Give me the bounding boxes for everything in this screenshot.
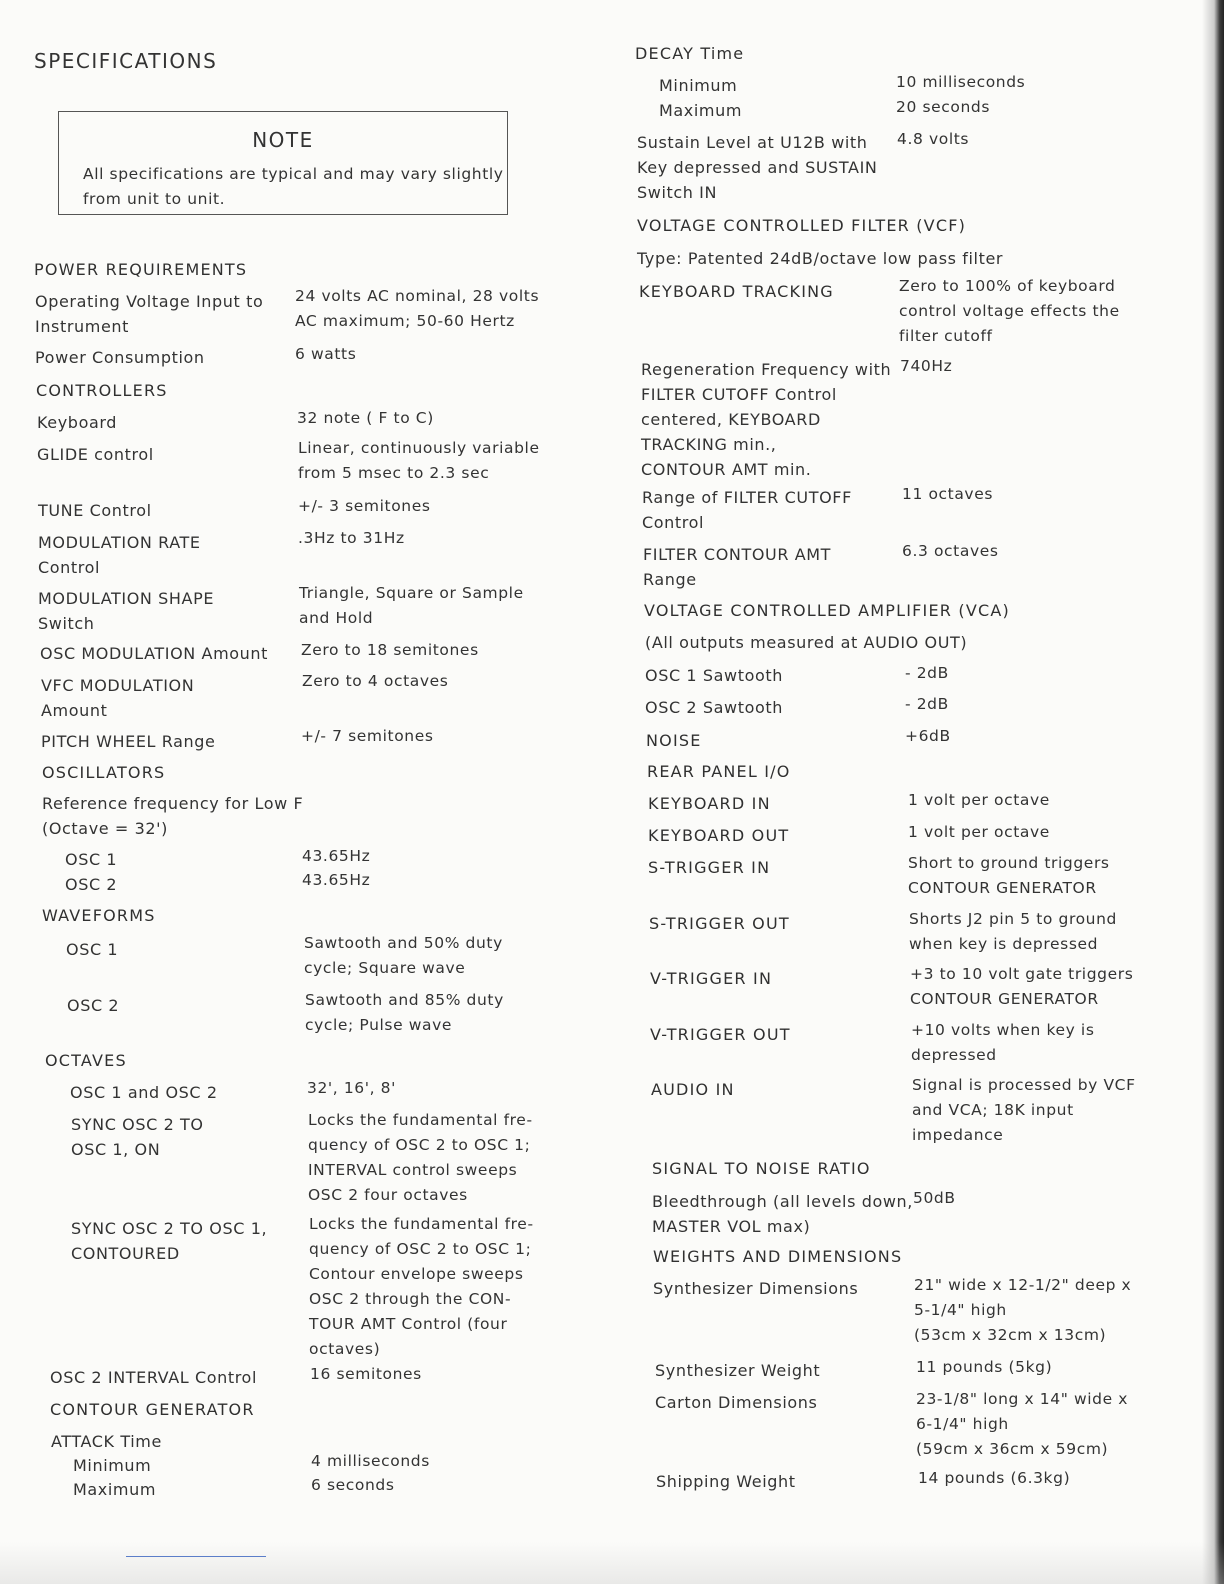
value-line: +3 to 10 volt gate triggers [910,965,1134,983]
spec-value: +/- 7 semitones [301,727,434,745]
spec-label: AUDIO IN [651,1080,735,1099]
label-line: Reference frequency for Low F [42,794,304,813]
spec-label: KEYBOARD IN [648,794,771,813]
note-text-line: All specifications are typical and may vary slightly [83,165,504,183]
spec-value: - 2dB [905,664,949,682]
value-line: 24 volts AC nominal, 28 volts [295,287,540,305]
label-line: Sustain Level at U12B with [637,133,868,152]
section-heading-contour: CONTOUR GENERATOR [50,1400,255,1419]
label-line: TRACKING min., [641,435,777,454]
right-column [620,0,1224,1584]
spec-label: OSC 1 Sawtooth [645,666,783,685]
value-line: OSC 2 four octaves [308,1186,468,1204]
spec-label [641,357,891,482]
spec-value [305,988,504,1038]
spec-label: OSC 1 [65,850,118,869]
section-heading-controllers: CONTROLLERS [36,381,168,400]
label-line: Control [642,513,705,532]
label-line: Key depressed and SUSTAIN [637,158,878,177]
spec-label [38,530,201,580]
spec-value [304,931,503,981]
spec-label: Carton Dimensions [655,1393,818,1412]
label-line: Instrument [35,317,130,336]
spec-label: OSC 1 [66,940,119,959]
spec-label: OSC 2 [67,996,120,1015]
value-line: Signal is processed by VCF [912,1076,1136,1094]
label-line: SYNC OSC 2 TO [71,1115,204,1134]
section-heading-snr: SIGNAL TO NOISE RATIO [652,1159,871,1178]
spec-label: PITCH WHEEL Range [41,732,216,751]
spec-label: Keyboard [37,413,118,432]
section-heading-weights: WEIGHTS AND DIMENSIONS [653,1247,903,1266]
value-line: control voltage effects the [899,302,1120,320]
spec-label: ATTACK Time [51,1432,162,1451]
section-heading-oscillators: OSCILLATORS [42,763,166,782]
spec-value: 32', 16', 8' [307,1079,396,1097]
spec-label [71,1216,267,1266]
label-line: Operating Voltage Input to [35,292,264,311]
spec-label: S-TRIGGER IN [648,858,771,877]
value-line: Locks the fundamental fre- [309,1215,534,1233]
value-line: 5-1/4" high [914,1301,1007,1319]
note-title: NOTE [252,128,314,152]
note-box [58,111,508,215]
value-line: Triangle, Square or Sample [299,584,524,602]
value-line: octaves) [309,1340,381,1358]
label-line: OSC 1, ON [71,1140,161,1159]
spec-value: 4.8 volts [897,130,970,148]
spec-label: S-TRIGGER OUT [649,914,790,933]
scan-edge-shadow [1202,0,1224,1584]
note-text [83,162,504,212]
value-line: Zero to 100% of keyboard [899,277,1116,295]
value-line: 6-1/4" high [916,1415,1009,1433]
value-line: 23-1/8" long x 14" wide x [916,1390,1129,1408]
note-text-line: from unit to unit. [83,190,226,208]
spec-label [652,1189,913,1239]
scan-bottom-edge [0,1542,1224,1584]
value-line: +10 volts when key is [911,1021,1095,1039]
spec-value: 16 semitones [310,1365,422,1383]
spec-label: V-TRIGGER IN [650,969,773,988]
label-line: Control [38,558,101,577]
value-line: 21" wide x 12-1/2" deep x [914,1276,1132,1294]
value-line: Sawtooth and 50% duty [304,934,503,952]
spec-value: 10 milliseconds [896,73,1026,91]
spec-label: Synthesizer Dimensions [653,1279,859,1298]
spec-label: V-TRIGGER OUT [650,1025,791,1044]
spec-value: 32 note ( F to C) [297,409,434,427]
label-line: MASTER VOL max) [652,1217,811,1236]
spec-value [309,1212,534,1362]
spec-value: 6.3 octaves [902,542,999,560]
value-line: Contour envelope sweeps [309,1265,524,1283]
section-heading-decay: DECAY Time [635,44,745,63]
value-line: Short to ground triggers [908,854,1110,872]
spec-value [308,1108,533,1208]
spec-value [908,851,1110,901]
spec-value [909,907,1117,957]
section-heading-vcf: VOLTAGE CONTROLLED FILTER (VCF) [637,216,967,235]
value-line: OSC 2 through the CON- [309,1290,512,1308]
spec-value: 14 pounds (6.3kg) [918,1469,1071,1487]
spec-value [912,1073,1136,1148]
label-line: FILTER CUTOFF Control [641,385,837,404]
value-line: (59cm x 36cm x 59cm) [916,1440,1109,1458]
spec-label [42,791,303,841]
spec-label: TUNE Control [38,501,152,520]
spec-value: 1 volt per octave [908,791,1050,809]
label-line: Regeneration Frequency with [641,360,892,379]
section-heading-octaves: OCTAVES [45,1051,127,1070]
value-line: impedance [912,1126,1004,1144]
spec-label [637,130,877,205]
value-line: quency of OSC 2 to OSC 1; [309,1240,532,1258]
spec-value: +/- 3 semitones [298,497,431,515]
spec-label: OSC 2 [65,875,118,894]
spec-label: KEYBOARD TRACKING [639,282,834,301]
spec-value: 1 volt per octave [908,823,1050,841]
spec-label: Synthesizer Weight [655,1361,821,1380]
value-line: (53cm x 32cm x 13cm) [914,1326,1107,1344]
section-heading-power: POWER REQUIREMENTS [34,260,248,279]
label-line: Amount [41,701,108,720]
label-line: FILTER CONTOUR AMT [643,545,832,564]
value-line: cycle; Pulse wave [305,1016,453,1034]
spec-label: KEYBOARD OUT [648,826,790,845]
link-underline [126,1556,266,1557]
spec-label: OSC MODULATION Amount [40,644,269,663]
spec-label [71,1112,204,1162]
spec-value: Zero to 18 semitones [301,641,479,659]
value-line: Locks the fundamental fre- [308,1111,533,1129]
spec-value: 50dB [913,1189,956,1207]
spec-value [295,284,539,334]
spec-value: 6 watts [295,345,357,363]
value-line: quency of OSC 2 to OSC 1; [308,1136,531,1154]
label-line: Switch [38,614,95,633]
spec-value: 11 octaves [902,485,994,503]
spec-label: Shipping Weight [656,1472,796,1491]
section-heading-waveforms: WAVEFORMS [42,906,156,925]
label-line: CONTOURED [71,1244,180,1263]
value-line: CONTOUR GENERATOR [908,879,1097,897]
spec-label: Maximum [73,1480,157,1499]
label-line: MODULATION RATE [38,533,201,552]
spec-line: Type: Patented 24dB/octave low pass filter [637,249,1004,268]
spec-value: +6dB [905,727,951,745]
spec-label: Power Consumption [35,348,205,367]
label-line: Bleedthrough (all levels down, [652,1192,913,1211]
label-line: VFC MODULATION [41,676,195,695]
spec-label [41,673,194,723]
spec-value: - 2dB [905,695,949,713]
spec-label: Maximum [659,101,743,120]
section-heading-vca: VOLTAGE CONTROLLED AMPLIFIER (VCA) [644,601,1010,620]
spec-value: 11 pounds (5kg) [916,1358,1053,1376]
spec-label: OSC 2 Sawtooth [645,698,783,717]
spec-value: 740Hz [900,357,953,375]
spec-value: 43.65Hz [302,871,371,889]
label-line: Range of FILTER CUTOFF [642,488,852,507]
value-line: TOUR AMT Control (four [309,1315,508,1333]
spec-value [916,1387,1128,1462]
value-line: Shorts J2 pin 5 to ground [909,910,1117,928]
value-line: filter cutoff [899,327,993,345]
spec-value [299,581,524,631]
spec-label: NOISE [646,731,702,750]
spec-label: GLIDE control [37,445,154,464]
value-line: depressed [911,1046,997,1064]
label-line: MODULATION SHAPE [38,589,215,608]
spec-label [38,586,214,636]
spec-value: 4 milliseconds [311,1452,430,1470]
spec-value: 43.65Hz [302,847,371,865]
spec-value: .3Hz to 31Hz [298,529,405,547]
spec-line: (All outputs measured at AUDIO OUT) [645,633,968,652]
spec-value: 20 seconds [896,98,991,116]
page-title: SPECIFICATIONS [34,49,218,73]
spec-value: 6 seconds [311,1476,395,1494]
spec-value [910,962,1133,1012]
label-line: centered, KEYBOARD [641,410,821,429]
label-line: CONTOUR AMT min. [641,460,812,479]
spec-value [899,274,1120,349]
spec-label [642,485,852,535]
spec-label [643,542,831,592]
value-line: from 5 msec to 2.3 sec [298,464,490,482]
label-line: SYNC OSC 2 TO OSC 1, [71,1219,268,1238]
value-line: AC maximum; 50-60 Hertz [295,312,515,330]
value-line: cycle; Square wave [304,959,466,977]
label-line: (Octave = 32') [42,819,169,838]
spec-label: Minimum [659,76,738,95]
value-line: and VCA; 18K input [912,1101,1074,1119]
label-line: Range [643,570,697,589]
value-line: CONTOUR GENERATOR [910,990,1099,1008]
spec-label: OSC 1 and OSC 2 [70,1083,218,1102]
spec-value [914,1273,1131,1348]
spec-label: Minimum [73,1456,152,1475]
value-line: and Hold [299,609,374,627]
label-line: Switch IN [637,183,718,202]
spec-label [35,289,263,339]
value-line: Sawtooth and 85% duty [305,991,504,1009]
spec-value: Zero to 4 octaves [302,672,449,690]
spec-label: OSC 2 INTERVAL Control [50,1368,257,1387]
value-line: INTERVAL control sweeps [308,1161,518,1179]
value-line: when key is depressed [909,935,1099,953]
spec-value [298,436,540,486]
spec-value [911,1018,1095,1068]
section-heading-rear-panel: REAR PANEL I/O [647,762,791,781]
value-line: Linear, continuously variable [298,439,540,457]
